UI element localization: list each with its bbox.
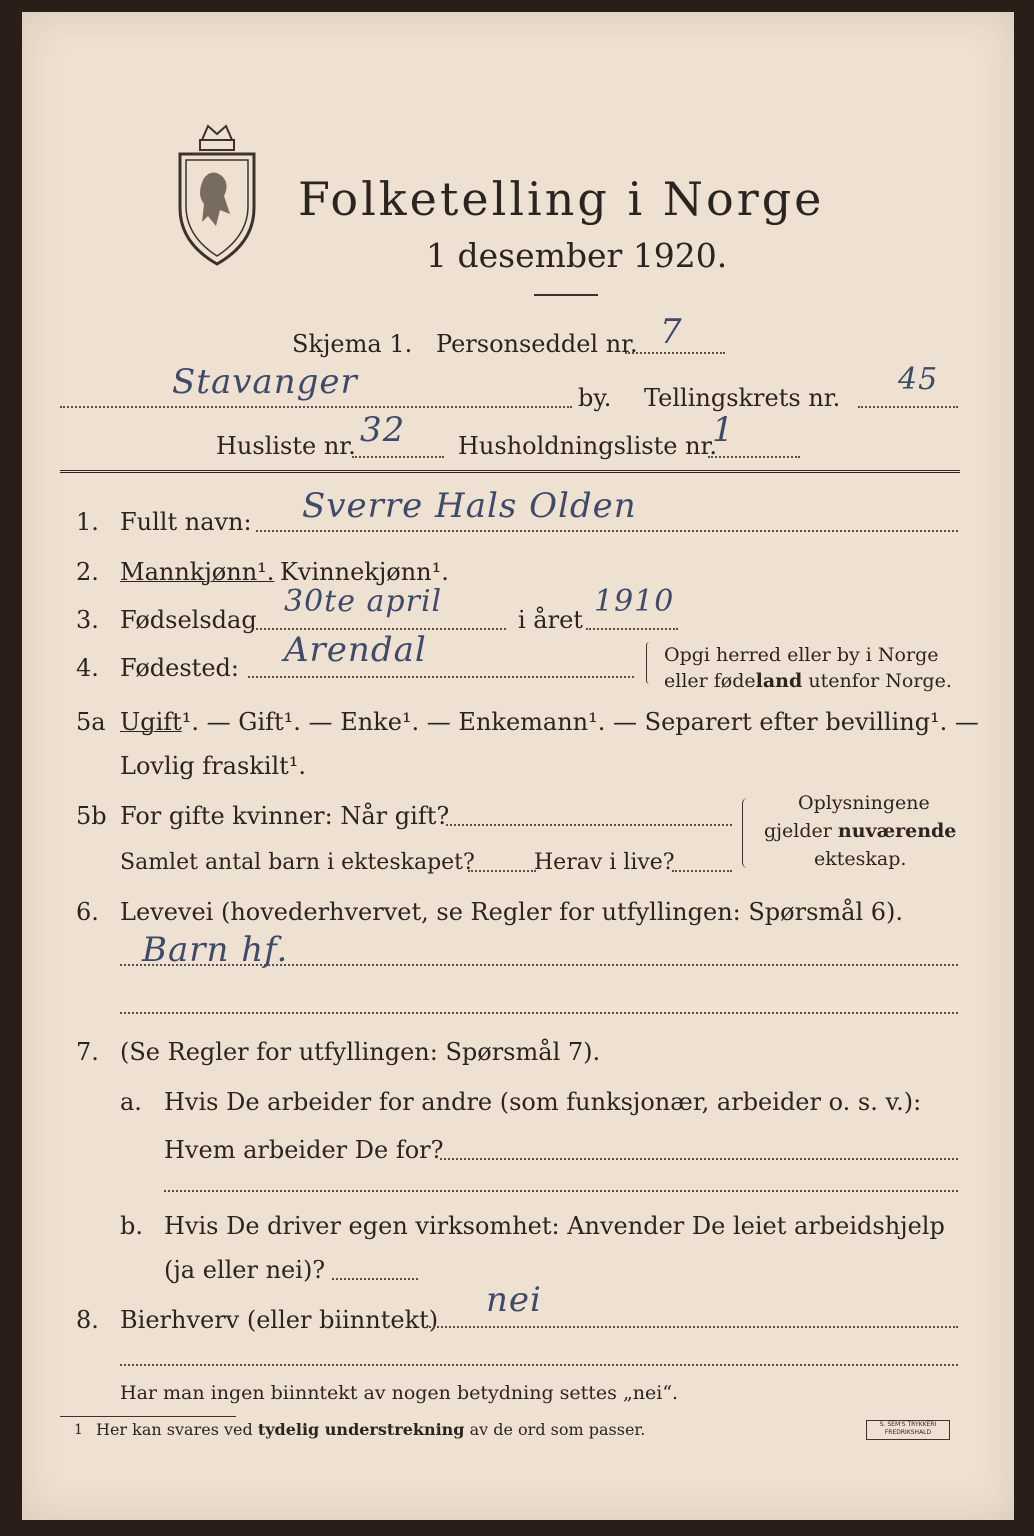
by-label: by.	[578, 384, 612, 412]
q8-number: 8.	[76, 1306, 99, 1334]
personseddel-label: Personseddel nr.	[436, 330, 638, 358]
printer-stamp-line1: S. SEM'S TRYKKERI	[879, 1421, 937, 1428]
q5b-note-line2: gjelder nuværende	[764, 820, 957, 842]
husliste-value[interactable]: 32	[360, 410, 406, 450]
female-option[interactable]: Kvinnekjønn¹.	[280, 558, 449, 586]
footnote-text: Her kan svares ved tydelig understrekning av de ord som passer.	[96, 1420, 646, 1439]
q7a-line1	[440, 1158, 958, 1160]
schema-label: Skjema 1.	[292, 330, 413, 358]
header-double-rule	[60, 470, 960, 476]
q5b-number: 5b	[76, 802, 107, 830]
divorced-option[interactable]: Lovlig fraskilt¹.	[120, 752, 307, 780]
q3-number: 3.	[76, 606, 99, 634]
printer-stamp-line2: FREDRIKSHALD	[884, 1429, 932, 1436]
q7-label: (Se Regler for utfyllingen: Spørsmål 7).	[120, 1038, 601, 1066]
marital-status-options[interactable]: Ugift¹. — Gift¹. — Enke¹. — Enkemann¹. — Separert efter bevilling¹. —	[120, 708, 979, 736]
census-form-sheet	[22, 12, 1014, 1520]
q5b-children-label: Samlet antal barn i ekteskapet?	[120, 850, 475, 875]
q4-note-line1: Opgi herred eller by i Norge	[664, 644, 939, 666]
q4-number: 4.	[76, 654, 99, 682]
city-value[interactable]: Stavanger	[172, 362, 358, 402]
census-date: 1 desember 1920.	[426, 236, 728, 275]
q7a-letter: a.	[120, 1088, 142, 1116]
q3-label: Fødselsdag	[120, 606, 257, 634]
q4-note-line2: eller fødeland utenfor Norge.	[664, 670, 952, 692]
male-option[interactable]: Mannkjønn¹.	[120, 558, 275, 586]
tellingskrets-value[interactable]: 45	[898, 362, 939, 397]
birth-year-value[interactable]: 1910	[594, 584, 675, 619]
q7a-employer-label: Hvem arbeider De for?	[164, 1136, 444, 1164]
title-divider	[534, 294, 598, 296]
q8-label: Bierhverv (eller biinntekt)	[120, 1306, 439, 1334]
q8-note: Har man ingen biinntekt av nogen betydning settes „nei“.	[120, 1382, 679, 1404]
q1-label: Fullt navn:	[120, 508, 252, 536]
q7-number: 7.	[76, 1038, 99, 1066]
personseddel-dotted-line	[625, 352, 725, 354]
q7b-letter: b.	[120, 1212, 143, 1240]
norway-coat-of-arms-icon	[172, 118, 262, 268]
q8-line2	[120, 1364, 958, 1366]
birthday-value[interactable]: 30te april	[284, 584, 443, 619]
q4-dotted-line	[248, 676, 634, 678]
q7b-line	[332, 1278, 418, 1280]
footnote-mark: 1	[74, 1422, 83, 1438]
footnote-rule	[60, 1416, 236, 1417]
q2-number: 2.	[76, 558, 99, 586]
husholdning-dotted-line	[708, 456, 800, 458]
q5b-note-line1: Oplysningene	[798, 792, 930, 814]
birthplace-value[interactable]: Arendal	[284, 630, 427, 670]
q5b-married-when-label: For gifte kvinner: Når gift?	[120, 802, 450, 830]
q1-number: 1.	[76, 508, 99, 536]
q7a-label: Hvis De arbeider for andre (som funksjonær, arbeider o. s. v.):	[164, 1088, 922, 1116]
q5b-alive-label: Herav i live?	[534, 850, 675, 875]
husholdning-value[interactable]: 1	[712, 410, 735, 450]
q3-year-label: i året	[518, 606, 583, 634]
q7a-line2	[164, 1190, 958, 1192]
q5b-married-when-line	[446, 824, 732, 826]
printer-stamp	[866, 1420, 950, 1440]
form-title: Folketelling i Norge	[298, 172, 825, 226]
q5b-note-brace	[742, 798, 753, 868]
q4-label: Fødested:	[120, 654, 239, 682]
q7b-label: Hvis De driver egen virksomhet: Anvender De leiet arbeidshjelp	[164, 1212, 945, 1240]
q6-line1	[120, 964, 958, 966]
q3-year-dotted-line	[586, 628, 678, 630]
husliste-label: Husliste nr.	[216, 432, 356, 460]
husholdning-label: Husholdningsliste nr.	[458, 432, 717, 460]
q7b-yesno-label: (ja eller nei)?	[164, 1256, 326, 1284]
q5b-children-line	[468, 870, 536, 872]
side-income-value[interactable]: nei	[486, 1280, 542, 1320]
husliste-dotted-line	[352, 456, 444, 458]
q6-line2	[120, 1012, 958, 1014]
q8-line1	[426, 1326, 958, 1328]
personseddel-value[interactable]: 7	[660, 312, 683, 352]
tellingskrets-dotted-line	[858, 406, 958, 408]
full-name-value[interactable]: Sverre Hals Olden	[302, 486, 637, 526]
q6-label: Levevei (hovederhvervet, se Regler for utfyllingen: Spørsmål 6).	[120, 898, 904, 926]
q1-dotted-line	[256, 530, 958, 532]
q4-note-bracket	[646, 642, 653, 684]
city-dotted-line	[60, 406, 572, 408]
unmarried-option[interactable]: Ugift	[120, 708, 182, 736]
occupation-value[interactable]: Barn hf.	[142, 930, 289, 970]
q5b-note-line3: ekteskap.	[814, 848, 907, 870]
q5a-number: 5a	[76, 708, 106, 736]
tellingskrets-label: Tellingskrets nr.	[644, 384, 841, 412]
q6-number: 6.	[76, 898, 99, 926]
q5b-alive-line	[672, 870, 732, 872]
